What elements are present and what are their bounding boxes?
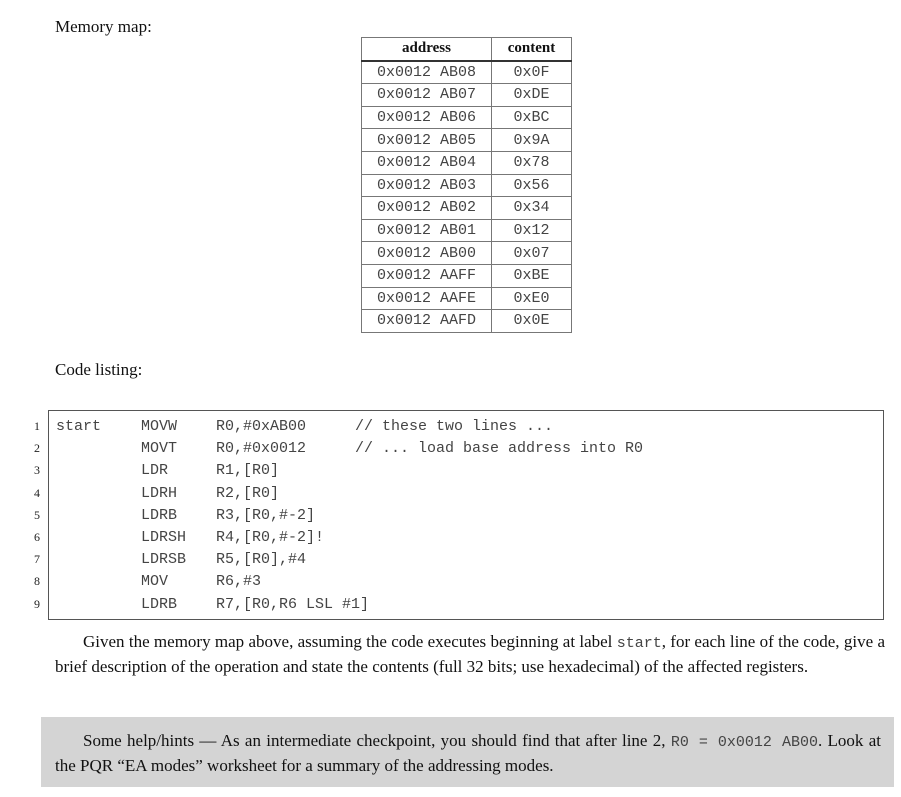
memory-map-row xyxy=(362,106,572,129)
memory-map-row xyxy=(362,61,572,84)
code-operands: R3,[R0,#-2] xyxy=(216,506,316,524)
code-opcode: LDRH xyxy=(141,484,178,502)
hint-text xyxy=(55,729,881,777)
memory-address-cell: 0x0012 AAFF xyxy=(362,264,492,287)
memory-map-row xyxy=(362,310,572,333)
code-opcode: MOVW xyxy=(141,418,178,435)
question-code-label: start xyxy=(616,635,662,652)
content-column-header: content xyxy=(492,38,572,61)
memory-map-row xyxy=(362,129,572,152)
code-operands: R0,#0x0012 xyxy=(216,440,307,458)
code-listing-heading: Code listing: xyxy=(55,360,143,379)
code-operands: R2,[R0] xyxy=(216,484,280,502)
code-opcode: LDRSH xyxy=(141,529,187,546)
line-number: 9 xyxy=(34,596,40,611)
code-opcode: LDRB xyxy=(141,595,178,613)
memory-map-row xyxy=(362,174,572,197)
hint-part1: Some help/hints — As an intermediate checkpoint, you should find that after line 2, xyxy=(83,731,671,750)
line-number: 2 xyxy=(34,441,40,456)
line-number: 1 xyxy=(34,419,40,433)
memory-map-row xyxy=(362,242,572,265)
memory-address-cell: 0x0012 AB01 xyxy=(362,219,492,242)
code-comment: // ... load base address into R0 xyxy=(355,440,644,458)
memory-content-cell: 0x9A xyxy=(492,129,572,152)
code-label: start xyxy=(56,418,102,435)
code-comment: // these two lines ... xyxy=(355,418,554,435)
memory-content-cell: 0xDE xyxy=(492,84,572,107)
memory-map-row xyxy=(362,197,572,220)
code-operands: R6,#3 xyxy=(216,573,262,591)
memory-content-cell: 0x0F xyxy=(492,61,572,84)
question-part2: , for each line of the code, give a brief description of the operation and state the contents (full 32 bits; use hexadecimal) of the affected registers. xyxy=(55,632,885,676)
code-opcode: MOVT xyxy=(141,440,178,458)
hint-code: R0 = 0x0012 AB00 xyxy=(670,734,818,751)
memory-content-cell: 0xBC xyxy=(492,106,572,129)
code-operands: R4,[R0,#-2]! xyxy=(216,529,325,546)
code-operands: R0,#0xAB00 xyxy=(216,418,307,435)
line-number: 4 xyxy=(34,485,40,500)
memory-content-cell: 0xE0 xyxy=(492,287,572,310)
memory-content-cell: 0x12 xyxy=(492,219,572,242)
memory-address-cell: 0x0012 AB08 xyxy=(362,61,492,84)
memory-address-cell: 0x0012 AB03 xyxy=(362,174,492,197)
code-operands: R5,[R0],#4 xyxy=(216,551,307,569)
memory-address-cell: 0x0012 AB04 xyxy=(362,151,492,174)
memory-content-cell: 0x0E xyxy=(492,310,572,333)
memory-map-table xyxy=(361,37,572,333)
memory-content-cell: 0x34 xyxy=(492,197,572,220)
memory-map-row xyxy=(362,264,572,287)
code-opcode: MOV xyxy=(141,573,169,591)
memory-address-cell: 0x0012 AAFD xyxy=(362,310,492,333)
memory-map-row xyxy=(362,287,572,310)
memory-map-row xyxy=(362,151,572,174)
memory-address-cell: 0x0012 AAFE xyxy=(362,287,492,310)
line-number: 6 xyxy=(34,530,40,544)
memory-map-row xyxy=(362,219,572,242)
line-number: 3 xyxy=(34,463,40,478)
memory-content-cell: 0x56 xyxy=(492,174,572,197)
line-number: 8 xyxy=(34,574,40,589)
memory-map-row xyxy=(362,84,572,107)
line-number: 5 xyxy=(34,507,40,522)
memory-address-cell: 0x0012 AB05 xyxy=(362,129,492,152)
code-opcode: LDRSB xyxy=(141,551,187,569)
memory-address-cell: 0x0012 AB07 xyxy=(362,84,492,107)
code-opcode: LDR xyxy=(141,462,169,480)
memory-map-header-row xyxy=(362,38,572,61)
memory-map-heading: Memory map: xyxy=(55,17,152,36)
memory-content-cell: 0x07 xyxy=(492,242,572,265)
code-operands: R1,[R0] xyxy=(216,462,280,480)
memory-content-cell: 0x78 xyxy=(492,151,572,174)
memory-address-cell: 0x0012 AB02 xyxy=(362,197,492,220)
line-number: 7 xyxy=(34,552,40,567)
address-column-header: address xyxy=(362,38,492,61)
memory-address-cell: 0x0012 AB00 xyxy=(362,242,492,265)
question-text xyxy=(55,630,885,678)
memory-address-cell: 0x0012 AB06 xyxy=(362,106,492,129)
code-listing-box xyxy=(48,410,884,620)
code-operands: R7,[R0,R6 LSL #1] xyxy=(216,595,370,613)
hint-part2: . Look at the PQR “EA modes” worksheet for a summary of the addressing modes. xyxy=(55,731,881,775)
memory-content-cell: 0xBE xyxy=(492,264,572,287)
code-opcode: LDRB xyxy=(141,506,178,524)
question-part1: Given the memory map above, assuming the code executes beginning at label xyxy=(83,632,617,651)
